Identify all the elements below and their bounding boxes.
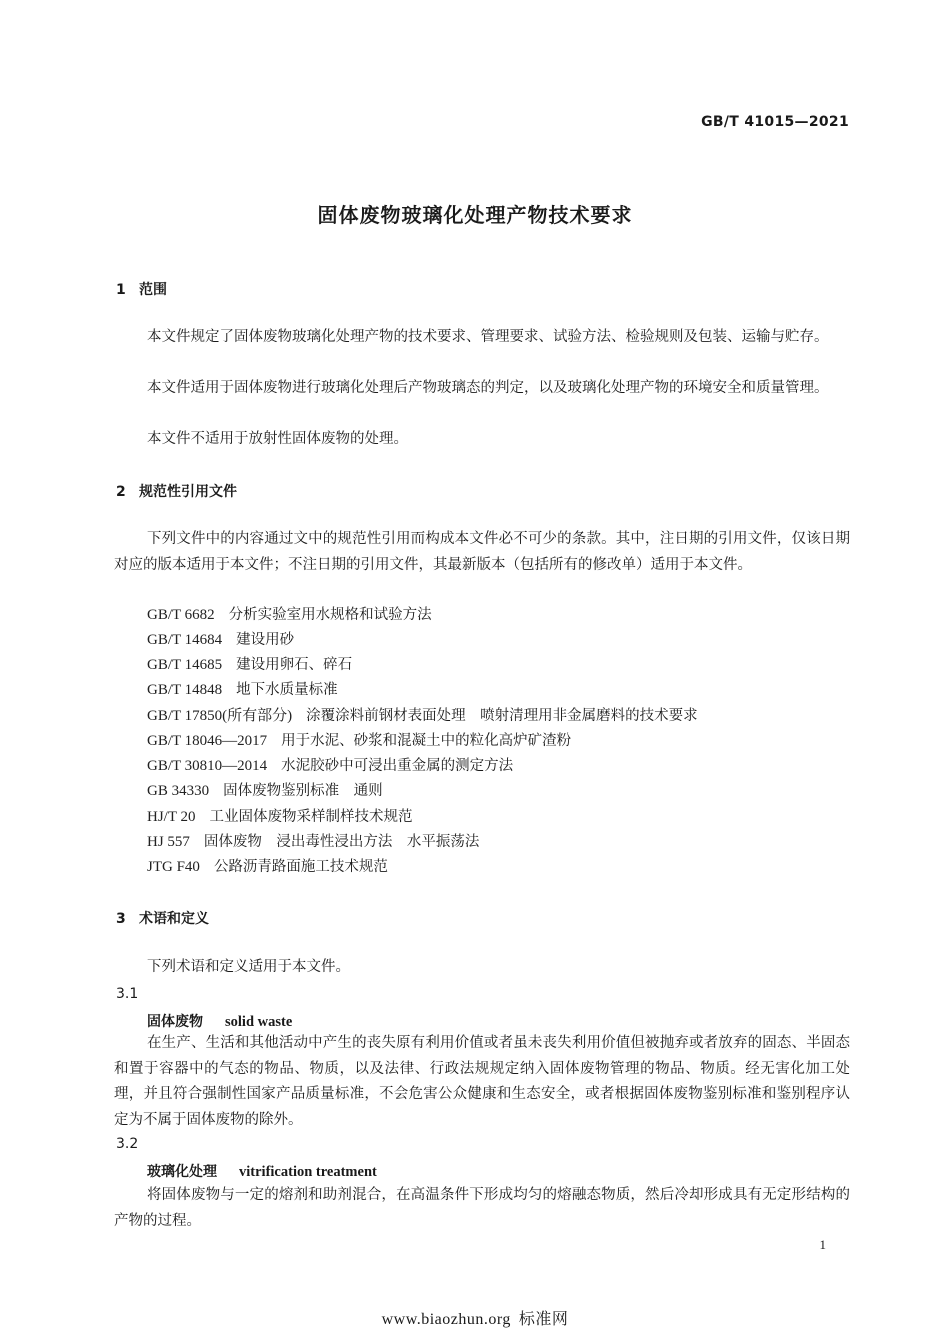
reference-item — [147, 755, 513, 777]
reference-item — [147, 730, 571, 752]
section-title: 术语和定义 — [139, 911, 209, 927]
section-number: 1 — [116, 282, 126, 298]
reference-item — [147, 679, 338, 701]
reference-code: GB/T 14848 — [147, 682, 223, 698]
scope-paragraph: 本文件不适用于放射性固体废物的处理。 — [147, 431, 408, 447]
reference-name: 涂覆涂料前钢材表面处理 喷射清理用非金属磨料的技术要求 — [306, 708, 698, 724]
term-en: vitrification treatment — [239, 1164, 377, 1180]
reference-name: 分析实验室用水规格和试验方法 — [228, 607, 432, 623]
section-title: 规范性引用文件 — [139, 484, 237, 500]
reference-item — [147, 806, 412, 828]
page-number: 1 — [819, 1237, 826, 1252]
reference-name: 建设用砂 — [236, 632, 295, 648]
document-title: 固体废物玻璃化处理产物技术要求 — [317, 203, 633, 227]
reference-name: 地下水质量标准 — [236, 682, 338, 698]
footer-watermark — [0, 1306, 950, 1329]
reference-name: 水泥胶砂中可浸出重金属的测定方法 — [281, 758, 514, 774]
term-number: 3.2 — [116, 1136, 139, 1152]
section-number: 2 — [116, 484, 126, 500]
section-heading-terms — [116, 908, 209, 928]
footer-url[interactable]: www.biaozhun.org — [381, 1311, 511, 1328]
reference-name: 固体废物鉴别标准 通则 — [223, 783, 383, 799]
reference-item — [147, 856, 388, 878]
reference-code: GB/T 14684 — [147, 632, 223, 648]
reference-code: HJ/T 20 — [147, 809, 196, 825]
reference-name: 建设用卵石、碎石 — [236, 657, 353, 673]
term-heading — [147, 1161, 377, 1181]
term-en: solid waste — [225, 1014, 293, 1030]
term-number: 3.1 — [116, 986, 139, 1002]
section-title: 范围 — [139, 282, 167, 298]
section-heading-references — [116, 481, 237, 501]
scope-paragraph: 本文件适用于固体废物进行玻璃化处理后产物玻璃态的判定，以及玻璃化处理产物的环境安全和质量管理。 — [147, 380, 829, 396]
reference-name: 公路沥青路面施工技术规范 — [213, 859, 388, 875]
reference-code: GB 34330 — [147, 783, 210, 799]
term-zh: 固体废物 — [147, 1014, 203, 1030]
reference-name: 固体废物 浸出毒性浸出方法 水平振荡法 — [203, 834, 480, 850]
scope-paragraph: 本文件规定了固体废物玻璃化处理产物的技术要求、管理要求、试验方法、检验规则及包装、运输与贮存。 — [147, 329, 829, 345]
term-heading — [147, 1011, 292, 1031]
reference-code: GB/T 18046—2017 — [147, 733, 268, 749]
reference-code: GB/T 14685 — [147, 657, 223, 673]
reference-name: 用于水泥、砂浆和混凝土中的粒化高炉矿渣粉 — [281, 733, 572, 749]
reference-item — [147, 780, 383, 802]
reference-code: GB/T 30810—2014 — [147, 758, 268, 774]
references-intro: 下列文件中的内容通过文中的规范性引用而构成本文件必不可少的条款。其中，注日期的引用文件，仅该日期对应的版本适用于本文件；不注日期的引用文件，其最新版本（包括所有的修改单）适用于本文件。 — [114, 531, 850, 573]
reference-code: HJ 557 — [147, 834, 190, 850]
reference-item — [147, 831, 479, 853]
reference-item — [147, 604, 432, 626]
standard-code: GB/T 41015—2021 — [701, 114, 849, 130]
terms-intro: 下列术语和定义适用于本文件。 — [147, 959, 350, 975]
reference-item — [147, 654, 352, 676]
term-zh: 玻璃化处理 — [147, 1164, 217, 1180]
section-heading-scope — [116, 279, 167, 299]
reference-code: GB/T 6682 — [147, 607, 215, 623]
term-definition: 在生产、生活和其他活动中产生的丧失原有利用价值或者虽未丧失利用价值但被抛弃或者放弃的固态、半固态和置于容器中的气态的物品、物质，以及法律、行政法规规定纳入固体废物管理的物品、物质。经无害化加工处理，并且符合强制性国家产品质量标准，不会危害公众健康和生态安全，或者根据固体废物鉴别标准和鉴别程序认定为不属于固体废物的除外。 — [114, 1035, 850, 1128]
section-number: 3 — [116, 911, 126, 927]
reference-code: JTG F40 — [147, 859, 200, 875]
reference-code: GB/T 17850(所有部分) — [147, 708, 293, 724]
reference-item — [147, 629, 294, 651]
term-definition: 将固体废物与一定的熔剂和助剂混合，在高温条件下形成均匀的熔融态物质，然后冷却形成具有无定形结构的产物的过程。 — [114, 1187, 850, 1229]
footer-site-name: 标准网 — [518, 1309, 569, 1328]
reference-item — [147, 705, 698, 727]
reference-name: 工业固体废物采样制样技术规范 — [209, 809, 413, 825]
